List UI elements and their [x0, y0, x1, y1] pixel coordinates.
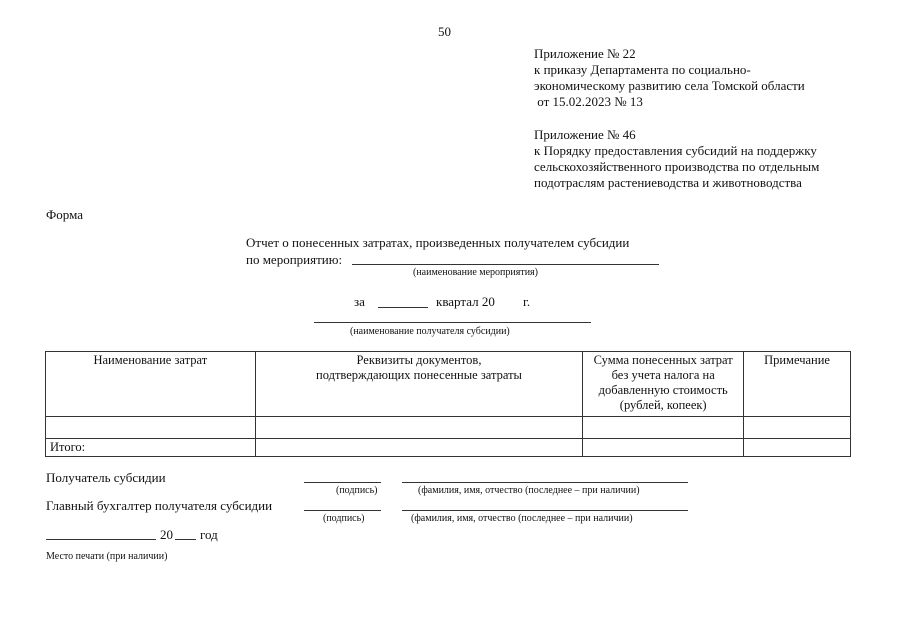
date-year-line: [175, 539, 196, 540]
date-day-month-line: [46, 539, 156, 540]
appendix-22-block: [534, 46, 805, 110]
accountant-label: Главный бухгалтер получателя субсидии: [46, 498, 273, 513]
appendix-22-line1: к приказу Департамента по социально-: [534, 62, 751, 77]
total-amount[interactable]: [583, 439, 744, 457]
recipient-label: Получатель субсидии: [46, 470, 166, 485]
recipient-fio-caption: (фамилия, имя, отчество (последнее – при наличии): [418, 485, 640, 496]
event-prefix: по мероприятию:: [246, 252, 343, 267]
quarter-number-line: [378, 307, 428, 308]
appendix-22-title: Приложение № 22: [534, 46, 636, 61]
period-quarter: квартал 20: [436, 294, 495, 309]
accountant-signature-caption: (подпись): [323, 513, 365, 524]
report-title: Отчет о понесенных затратах, произведенных получателем субсидии: [246, 235, 630, 250]
period-prefix: за: [354, 294, 365, 309]
appendix-22-line2: экономическому развитию села Томской области: [534, 78, 805, 93]
appendix-46-line3: подотраслям растениеводства и животноводства: [534, 175, 802, 190]
accountant-fio-line: [402, 510, 688, 511]
table-header-row: [46, 352, 851, 417]
header-note: Примечание: [744, 352, 851, 417]
recipient-name-line: [314, 322, 591, 323]
accountant-fio-caption: (фамилия, имя, отчество (последнее – при наличии): [411, 513, 633, 524]
recipient-caption: (наименование получателя субсидии): [350, 326, 510, 337]
form-label: Форма: [46, 207, 83, 222]
header-amount: Сумма понесенных затрат без учета налога на добавленную стоимость (рублей, копеек): [583, 352, 744, 417]
appendix-46-line1: к Порядку предоставления субсидий на поддержку: [534, 143, 817, 158]
total-label: Итого:: [46, 439, 256, 457]
stamp-note: Место печати (при наличии): [46, 551, 168, 562]
header-document-details: Реквизиты документов, подтверждающих понесенные затраты: [255, 352, 583, 417]
appendix-46-line2: сельскохозяйственного производства по отдельным: [534, 159, 820, 174]
date-year-prefix: 20: [160, 527, 173, 542]
cell-cost-name[interactable]: [46, 417, 256, 439]
page-number: 50: [438, 24, 451, 39]
accountant-signature-line: [304, 510, 381, 511]
appendix-46-title: Приложение № 46: [534, 127, 636, 142]
appendix-22-line3: от 15.02.2023 № 13: [534, 94, 643, 109]
recipient-fio-line: [402, 482, 688, 483]
total-note: [744, 439, 851, 457]
date-year-suffix: год: [200, 527, 218, 542]
cell-amount[interactable]: [583, 417, 744, 439]
table-total-row: [46, 439, 851, 457]
total-document-details: [255, 439, 583, 457]
recipient-signature-caption: (подпись): [336, 485, 378, 496]
table-row: [46, 417, 851, 439]
appendix-46-block: [534, 127, 819, 191]
header-cost-name: Наименование затрат: [46, 352, 256, 417]
cell-document-details[interactable]: [255, 417, 583, 439]
event-caption: (наименование мероприятия): [413, 267, 538, 278]
period-suffix: г.: [523, 294, 531, 309]
costs-table: [45, 351, 851, 457]
cell-note[interactable]: [744, 417, 851, 439]
recipient-signature-line: [304, 482, 381, 483]
event-name-line: [352, 264, 659, 265]
